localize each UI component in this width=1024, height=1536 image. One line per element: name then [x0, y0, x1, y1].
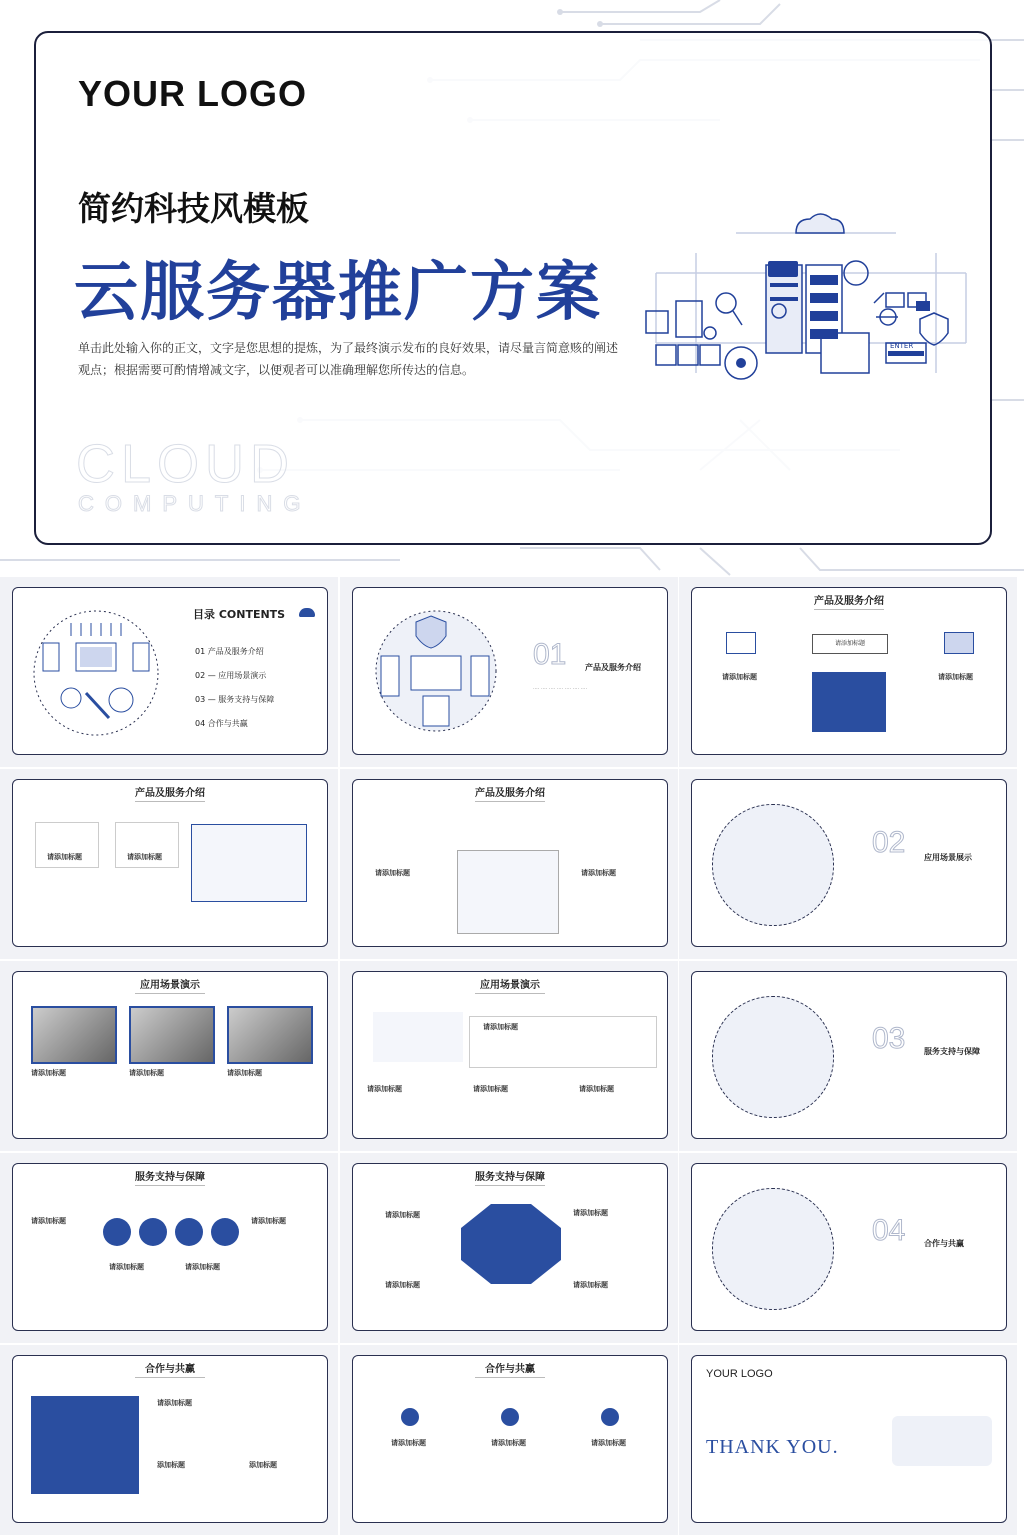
enter-key-label: ENTER [890, 342, 914, 350]
thumbnail-intro-2[interactable] [0, 769, 338, 959]
thank-you-text: THANK YOU. [706, 1436, 839, 1458]
support-label-1: 请添加标题 [385, 1211, 420, 1219]
thumbnail-coop-2[interactable] [340, 1345, 678, 1535]
cover-slide[interactable] [34, 31, 992, 545]
slide-title: 服务支持与保障 [13, 1168, 327, 1186]
cloud-icon [299, 608, 315, 617]
monitor-icon [726, 632, 756, 654]
left-label: 请添加标题 [722, 673, 757, 681]
support-label-4: 请添加标题 [185, 1263, 220, 1271]
card-b-label: 请添加标题 [127, 853, 162, 861]
laptop-image [812, 672, 886, 732]
octagon-shape [461, 1204, 561, 1284]
toc-item-1[interactable]: 01 产品及服务介绍 [195, 647, 264, 656]
scene-photo-2 [129, 1006, 215, 1064]
thumbnail-section-2[interactable] [679, 769, 1017, 959]
section-title: 服务支持与保障 [924, 1047, 980, 1056]
security-server-illustration [371, 606, 501, 736]
database-illustration [457, 850, 559, 934]
scene-label-2: 请添加标题 [129, 1069, 164, 1077]
lock-icon [601, 1408, 619, 1426]
toc-item-2[interactable]: 02 — 应用场景演示 [195, 671, 267, 680]
slide-title: 应用场景演示 [13, 976, 327, 994]
circle-icon-4 [211, 1218, 239, 1246]
template-subtitle: 简约科技风模板 [78, 189, 309, 228]
monitor-icon [944, 632, 974, 654]
section-title: 产品及服务介绍 [585, 663, 641, 672]
slide-title: 应用场景演示 [353, 976, 667, 994]
right-label: 请添加标题 [938, 673, 973, 681]
scene-label-1: 请添加标题 [31, 1069, 66, 1077]
card-a-label: 请添加标题 [47, 853, 82, 861]
slide-title: 产品及服务介绍 [692, 592, 1006, 610]
link-icon [501, 1408, 519, 1426]
chart-icon [401, 1408, 419, 1426]
support-label-2: 请添加标题 [573, 1209, 608, 1217]
circle-icon-1 [103, 1218, 131, 1246]
security-server-illustration [712, 996, 834, 1118]
section-title: 合作与共赢 [924, 1239, 964, 1248]
circle-icon-2 [139, 1218, 167, 1246]
section-number: 03 [872, 1022, 906, 1055]
circle-icon-3 [175, 1218, 203, 1246]
logo-text: YOUR LOGO [78, 73, 308, 114]
coop-label-1: 请添加标题 [391, 1439, 426, 1447]
toc-heading: 目录 CONTENTS [193, 608, 286, 621]
thumbnail-section-3[interactable] [679, 961, 1017, 1151]
thumbnail-end[interactable] [679, 1345, 1017, 1535]
coop-label-3: 请添加标题 [591, 1439, 626, 1447]
scene-label-3: 请添加标题 [579, 1085, 614, 1093]
slide-title: 产品及服务介绍 [353, 784, 667, 802]
cloud-server-illustration [636, 193, 976, 413]
security-server-illustration [712, 1188, 834, 1310]
thumbnail-toc[interactable] [0, 577, 338, 767]
laptop-image [31, 1396, 139, 1494]
thumbnail-scene-2[interactable] [340, 961, 678, 1151]
cover-body-text: 单击此处输入你的正文，文字是您思想的提炼，为了最终演示发布的良好效果，请尽量言简意赅的阐述观点；根据需要可酌情增减文字，以便观者可以准确理解您所传达的信息。 [78, 341, 619, 377]
watermark-cloud: CLOUD [76, 434, 296, 494]
support-label-1: 请添加标题 [31, 1217, 66, 1225]
scene-label-3: 请添加标题 [227, 1069, 262, 1077]
thumbnail-scene-1[interactable] [0, 961, 338, 1151]
illustration-frame [191, 824, 307, 902]
thumbnail-support-2[interactable] [340, 1153, 678, 1343]
thumbnail-coop-1[interactable] [0, 1345, 338, 1535]
slide-title: 合作与共赢 [13, 1360, 327, 1378]
scene-label-2: 请添加标题 [473, 1085, 508, 1093]
cloud-server-illustration [892, 1416, 992, 1466]
coop-label-3: 添加标题 [249, 1461, 277, 1469]
slide-title: 合作与共赢 [353, 1360, 667, 1378]
coop-label-2: 请添加标题 [491, 1439, 526, 1447]
thumbnail-intro-3[interactable] [340, 769, 678, 959]
section-number: 02 [872, 826, 906, 859]
thumbnail-support-1[interactable] [0, 1153, 338, 1343]
support-label-4: 请添加标题 [573, 1281, 608, 1289]
thumbnail-section-4[interactable] [679, 1153, 1017, 1343]
scene-illustration [373, 1012, 463, 1062]
scene-photo-3 [227, 1006, 313, 1064]
left-label: 请添加标题 [375, 869, 410, 877]
coop-label-2: 添加标题 [157, 1461, 185, 1469]
toc-item-3[interactable]: 03 — 服务支持与保障 [195, 695, 275, 704]
right-label: 请添加标题 [581, 869, 616, 877]
support-label-3: 请添加标题 [385, 1281, 420, 1289]
section-title: 应用场景展示 [924, 853, 972, 862]
toc-item-4[interactable]: 04 合作与共赢 [195, 719, 248, 728]
box-label: 请添加标题 [483, 1023, 518, 1031]
support-label-3: 请添加标题 [109, 1263, 144, 1271]
toc-illustration [31, 608, 161, 738]
section-number: 04 [872, 1214, 906, 1247]
section-number: 01 [533, 638, 567, 671]
security-server-illustration [712, 804, 834, 926]
thumbnail-intro-1[interactable] [679, 577, 1017, 767]
thumbnail-section-1[interactable]: 01 产品及服务介绍 ···· ···· ···· ···· ···· ···· ···· [340, 577, 678, 767]
logo-text: YOUR LOGO [706, 1368, 773, 1380]
coop-label-1: 请添加标题 [157, 1399, 192, 1407]
watermark-computing: COMPUTING [78, 491, 312, 516]
cover-title: 云服务器推广方案 [74, 256, 602, 330]
slide-title: 服务支持与保障 [353, 1168, 667, 1186]
support-label-2: 请添加标题 [251, 1217, 286, 1225]
scene-label-1: 请添加标题 [367, 1085, 402, 1093]
scene-photo-1 [31, 1006, 117, 1064]
slide-title: 产品及服务介绍 [13, 784, 327, 802]
title-button[interactable]: 请添加标题 [812, 634, 888, 654]
